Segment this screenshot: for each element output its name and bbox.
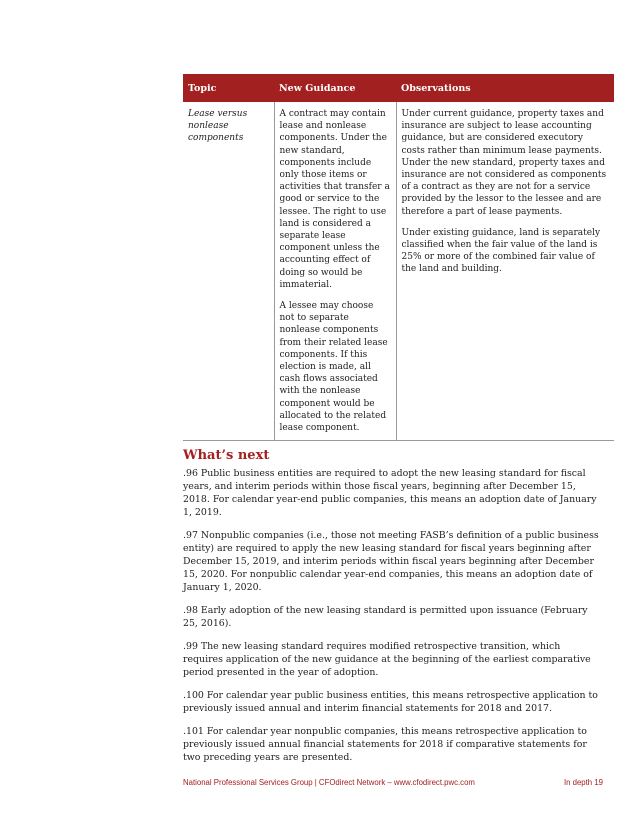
- observation-paragraph: Under existing guidance, land is separately classified when the fair value of the land is 25% or more of the combined fair value of the land and building.: [401, 227, 601, 275]
- footer-page-number: In depth 19: [563, 778, 603, 787]
- guidance-paragraph: A contract may contain lease and nonlease components. Under the new standard, components include only those items or activities that transfer a good or service to the lessee. The right to use land is considered a separate lease component unless the accounting effect of doing so would be immaterial.: [279, 109, 390, 290]
- section-heading: What’s next: [183, 448, 270, 463]
- guidance-paragraph: A lessee may choose not to separate nonlease components from their related lease components. If this election is made, all cash flows associated with the nonlease component would be allocated to the related lease component.: [279, 301, 388, 434]
- paragraph-97: .97 Nonpublic companies (i.e., those not meeting FASB’s definition of a public business entity) are required to apply the new leasing standard for fiscal years beginning after December 15, 2019, and interim periods within fiscal years beginning after December 15, 2020. For nonpublic calendar year-end companies, this means an adoption date of January 1, 2020.: [183, 530, 599, 593]
- footer-source: National Professional Services Group | CFOdirect Network – www.cfodirect.pwc.com: [183, 778, 475, 787]
- header-topic: Topic: [183, 74, 274, 102]
- paragraph-96: .96 Public business entities are required to adopt the new leasing standard for fiscal years, and interim periods within those fiscal years, beginning after December 15, 2018. For calendar year-end public companies, this means an adoption date of January 1, 2019.: [183, 468, 597, 518]
- observation-paragraph: Under current guidance, property taxes and insurance are subject to lease accounting guidance, but are considered executory costs rather than minimum lease payments. Under the new standard, property taxes and insurance are not considered as components of a contract as they are not for a service provided by the lessor to the lessee and are therefore a part of lease payments.: [401, 109, 607, 217]
- table-header-row: [183, 74, 614, 102]
- paragraph-100: .100 For calendar year public business entities, this means retrospective application to previously issued annual and interim financial statements for 2018 and 2017.: [183, 690, 598, 714]
- paragraph-98: .98 Early adoption of the new leasing standard is permitted upon issuance (February 25, 2016).: [183, 605, 588, 629]
- whats-next-section: [183, 448, 603, 774]
- page-footer: [183, 778, 603, 787]
- guidance-table-container: [183, 74, 614, 441]
- guidance-cell: [274, 102, 396, 441]
- guidance-table: [183, 74, 614, 441]
- topic-cell: Lease versus nonlease components: [183, 102, 274, 441]
- paragraph-101: .101 For calendar year nonpublic companies, this means retrospective application to previously issued annual financial statements for 2018 if comparative statements for two preceding years are presented.: [183, 726, 587, 763]
- paragraph-99: .99 The new leasing standard requires modified retrospective transition, which requires application of the new guidance at the beginning of the earliest comparative period presented in the year of adoption.: [183, 641, 591, 678]
- observations-cell: [396, 102, 614, 441]
- header-new-guidance: New Guidance: [274, 74, 396, 102]
- header-observations: Observations: [396, 74, 614, 102]
- table-row: [183, 102, 614, 441]
